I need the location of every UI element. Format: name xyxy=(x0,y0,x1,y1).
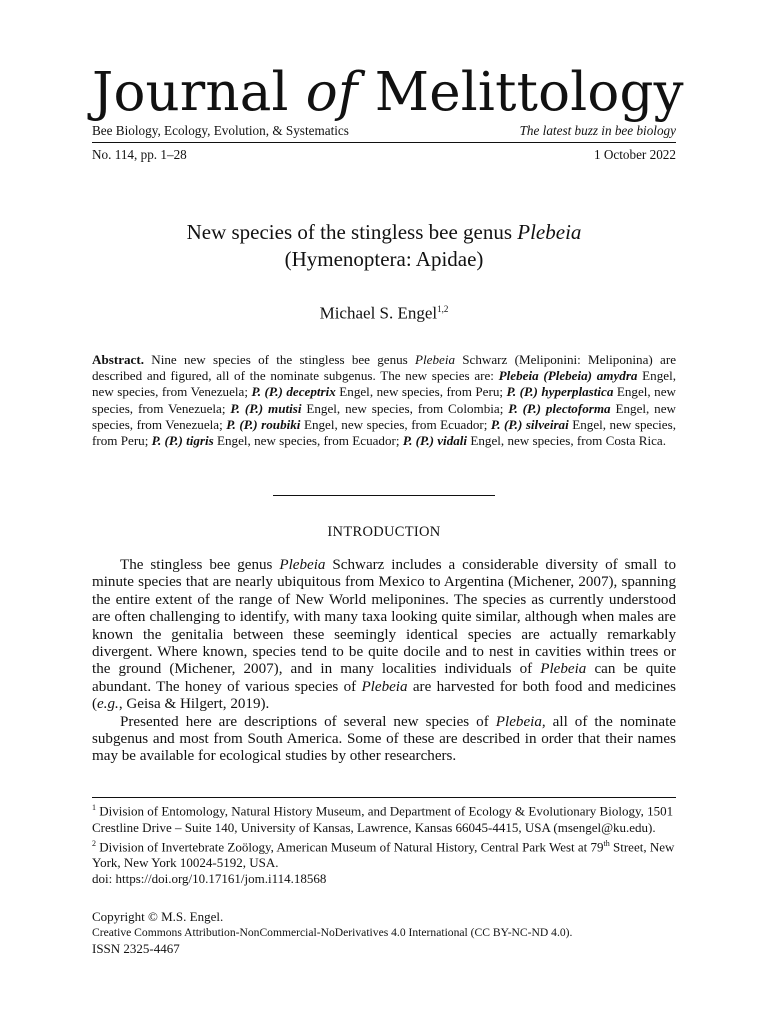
masthead-rule xyxy=(92,142,676,143)
copyright-line: Copyright © M.S. Engel. xyxy=(92,909,224,924)
abstract-text: Engel, new species, from Ecuador; xyxy=(300,416,491,432)
paragraph-text: are harvested for both food and medicines ( xyxy=(92,678,677,713)
article-title-text: New species of the stingless bee genus xyxy=(186,220,518,244)
species-name: P. (P.) plectoforma xyxy=(508,400,611,416)
paragraph-text: , all of the nominate subgenus and most from South America. Some of these are described in order that their names may be available for ecological studies by other researchers. xyxy=(92,713,676,765)
footnote-text: Division of Invertebrate Zoölogy, American Museum of Natural History, Central Park West at 79 xyxy=(96,839,604,855)
paragraph-text: The stingless bee genus xyxy=(120,557,280,573)
journal-title-part1: Journal xyxy=(92,62,306,123)
paragraph-text: , Geisa & Hilgert, 2019). xyxy=(118,696,270,713)
genus-name: Plebeia xyxy=(279,557,326,573)
author-affiliation-marks: 1,2 xyxy=(437,304,449,314)
footnote-text: Division of Entomology, Natural History Museum, and Department of Ecology & Evolutionary Biology, 1501 Crestline Drive – Suite 140, University of Kansas, Lawrence, Kansas 66045-4415, USA (msengel@ku.edu). xyxy=(92,803,674,835)
paragraph-text: Presented here are descriptions of several new species of xyxy=(120,713,496,730)
genus-name: Plebeia xyxy=(495,713,542,730)
species-name: P. (P.) vidali xyxy=(402,433,468,449)
abstract-text: Engel, new species, from Venezuela; xyxy=(92,400,676,432)
abstract-label: Abstract. xyxy=(92,352,144,367)
species-name: Plebeia (Plebeia) amydra xyxy=(498,368,638,384)
footnote-text: Street, New York, New York 10024-5192, USA. xyxy=(92,839,675,871)
journal-tagline: The latest buzz in bee biology xyxy=(519,123,676,138)
author-name: Michael S. Engel xyxy=(319,303,438,323)
abstract-text: Engel, new species, from Venezuela; xyxy=(92,384,676,416)
section-divider xyxy=(273,495,495,496)
issue-date: 1 October 2022 xyxy=(593,147,676,162)
article-title xyxy=(92,219,676,273)
paragraph xyxy=(92,557,676,714)
abstract-text: Nine new species of the stingless bee genus xyxy=(144,352,416,367)
author-line xyxy=(92,298,676,325)
abbreviation: e.g. xyxy=(97,696,119,713)
ordinal-suffix: th xyxy=(603,838,610,848)
abstract-text: Engel, new species, from Peru; xyxy=(92,416,676,449)
abstract-text: Engel, new species, from Colombia; xyxy=(301,400,509,416)
footnote-2 xyxy=(92,836,676,872)
introduction-body xyxy=(92,557,676,766)
section-heading-introduction: INTRODUCTION xyxy=(327,524,441,540)
species-name: P. (P.) mutisi xyxy=(230,400,302,416)
article-title-line2: (Hymenoptera: Apidae) xyxy=(284,247,484,271)
issue-row xyxy=(92,147,676,163)
abstract-text: Engel, new species, from Ecuador; xyxy=(213,433,403,449)
copyright-block xyxy=(92,909,676,957)
genus-name: Plebeia xyxy=(361,678,408,695)
license-line: Creative Commons Attribution-NonCommercial-NoDerivatives 4.0 International (CC BY-NC-ND 4.0). xyxy=(92,926,573,939)
doi-line: doi: https://doi.org/10.17161/jom.i114.18568 xyxy=(92,871,327,887)
abstract-text: Engel, new species, from Venezuela; xyxy=(92,368,676,400)
masthead-subtitle-row xyxy=(92,123,676,139)
article-title-genus: Plebeia xyxy=(517,220,582,244)
species-name: P. (P.) hyperplastica xyxy=(506,384,614,400)
species-name: P. (P.) roubiki xyxy=(226,416,301,432)
issn-line: ISSN 2325-4467 xyxy=(92,941,180,956)
issue-number: No. 114, pp. 1–28 xyxy=(92,147,187,162)
species-name: P. (P.) silveirai xyxy=(490,416,569,432)
journal-title-of: of xyxy=(305,62,358,123)
species-name: P. (P.) tigris xyxy=(151,433,214,449)
abstract xyxy=(92,352,676,449)
footnote-mark: 1 xyxy=(92,803,96,812)
journal-title-part2: Melittology xyxy=(357,62,684,123)
article-title-line1 xyxy=(92,219,676,246)
footnote-rule xyxy=(92,797,676,798)
genus-name: Plebeia xyxy=(540,661,587,678)
paragraph xyxy=(92,714,676,766)
footnote-mark: 2 xyxy=(92,838,96,848)
journal-subtitle: Bee Biology, Ecology, Evolution, & Systematics xyxy=(92,123,349,138)
footnote-1 xyxy=(92,800,676,836)
footnotes xyxy=(92,800,676,888)
abstract-text: Engel, new species, from Costa Rica. xyxy=(467,433,666,449)
paragraph-text: can be quite abundant. The honey of various species of xyxy=(92,661,676,695)
journal-title xyxy=(92,58,692,128)
abstract-text: Schwarz (Meliponini: Meliponina) are described and figured, all of the nominate subgenus. The new species are: xyxy=(92,352,677,384)
species-name: P. (P.) deceptrix xyxy=(251,384,336,400)
abstract-genus: Plebeia xyxy=(415,352,456,367)
paragraph-text: Schwarz includes a considerable diversity of small to minute species that are nearly ubiquitous from Mexico to Argentina (Michener, 2007), spanning the entire extent of the range of New World meliponines. The species as currently understood are often challenging to identify, with many taxa looking quite similar, although when males are known the genitalia between these seemingly identical species are actually remarkably divergent. Where known, species tend to be quite docile and to nest in cavities within trees or the ground (Michener, 2007), and in many localities individuals of xyxy=(92,557,676,678)
abstract-text: Engel, new species, from Peru; xyxy=(335,384,507,400)
